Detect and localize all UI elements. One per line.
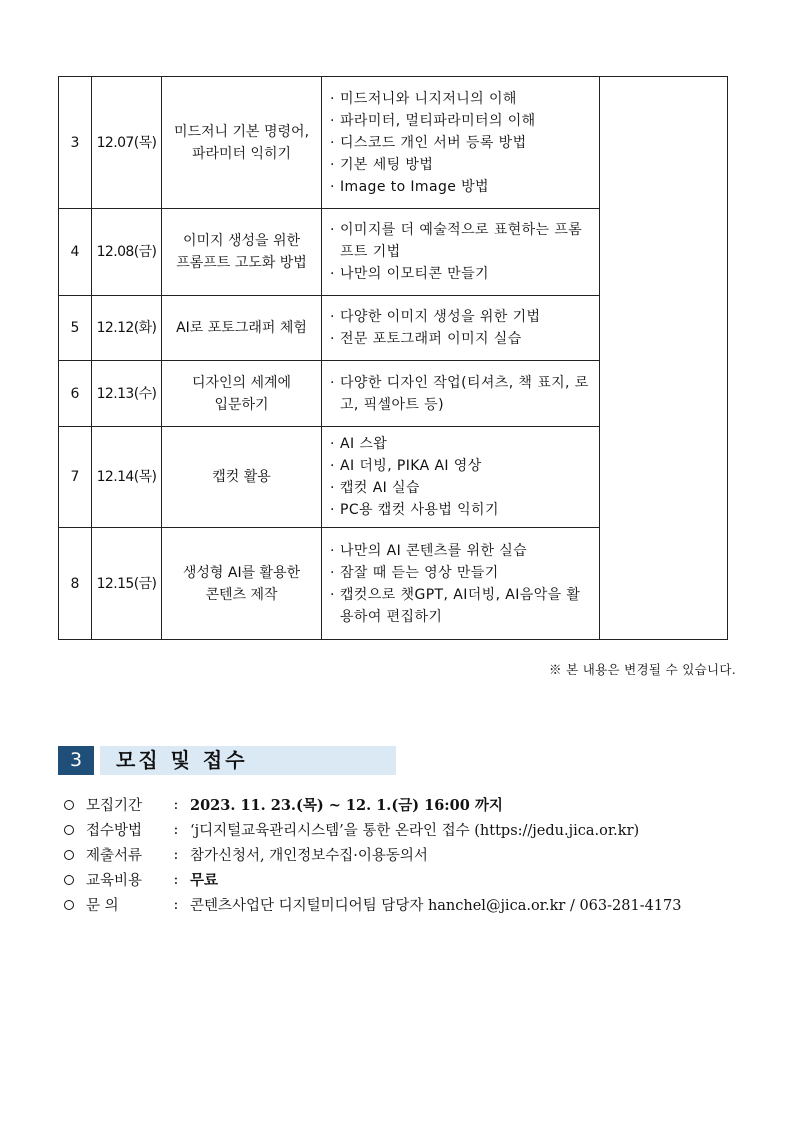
session-number: 5 xyxy=(59,296,92,361)
list-item xyxy=(64,817,754,842)
info-value: 콘텐츠사업단 디지털미디어팀 담당자 hanchel@jica.or.kr / 063-281-4173 xyxy=(190,898,682,914)
section-title: 모집 및 접수 xyxy=(116,748,248,772)
circle-bullet-icon xyxy=(64,800,74,810)
session-number: 3 xyxy=(59,77,92,209)
detail-item: · 캡컷 AI 실습 xyxy=(330,477,593,499)
schedule-table xyxy=(58,76,728,640)
info-value: 참가신청서, 개인정보수집·이용동의서 xyxy=(190,848,428,864)
session-date: 12.07(목) xyxy=(92,77,162,209)
session-title: 생성형 AI를 활용한 콘텐츠 제작 xyxy=(162,528,322,640)
session-title: AI로 포토그래퍼 체험 xyxy=(162,296,322,361)
section-header xyxy=(58,746,396,775)
session-date: 12.13(수) xyxy=(92,361,162,427)
recruitment-info-list xyxy=(64,792,754,917)
session-details xyxy=(322,296,600,361)
session-details xyxy=(322,427,600,528)
colon-separator: : xyxy=(173,821,179,838)
session-details xyxy=(322,361,600,427)
session-title: 이미지 생성을 위한 프롬프트 고도화 방법 xyxy=(162,209,322,296)
detail-item: · 나만의 이모티콘 만들기 xyxy=(330,263,593,285)
detail-item: · 다양한 디자인 작업(티셔츠, 책 표지, 로고, 픽셀아트 등) xyxy=(330,372,593,416)
info-value: 2023. 11. 23.(목) ~ 12. 1.(금) 16:00 까지 xyxy=(190,797,503,814)
detail-item: · 이미지를 더 예술적으로 표현하는 프롬프트 기법 xyxy=(330,219,593,263)
colon-separator: : xyxy=(173,871,179,888)
colon-separator: : xyxy=(173,896,179,913)
detail-item: · AI 스왑 xyxy=(330,433,593,455)
circle-bullet-icon xyxy=(64,850,74,860)
detail-item: · PC용 캡컷 사용법 익히기 xyxy=(330,499,593,521)
colon-separator: : xyxy=(173,796,179,813)
session-details xyxy=(322,77,600,209)
detail-item: · 다양한 이미지 생성을 위한 기법 xyxy=(330,306,593,328)
table-row xyxy=(59,77,728,209)
change-notice: ※ 본 내용은 변경될 수 있습니다. xyxy=(549,662,736,677)
session-title: 디자인의 세계에 입문하기 xyxy=(162,361,322,427)
session-number: 6 xyxy=(59,361,92,427)
detail-item: · 미드저니와 니지저니의 이해 xyxy=(330,88,593,110)
colon-separator: : xyxy=(173,846,179,863)
session-date: 12.15(금) xyxy=(92,528,162,640)
circle-bullet-icon xyxy=(64,875,74,885)
info-value: 무료 xyxy=(190,872,219,889)
detail-item: · 캡컷으로 챗GPT, AI더빙, AI음악을 활용하여 편집하기 xyxy=(330,584,593,628)
info-label: 문 의 xyxy=(86,898,119,914)
info-label: 제출서류 xyxy=(86,848,143,864)
detail-item: · Image to Image 방법 xyxy=(330,176,593,198)
list-item xyxy=(64,792,754,817)
detail-item: · 전문 포토그래퍼 이미지 실습 xyxy=(330,328,593,350)
session-number: 8 xyxy=(59,528,92,640)
session-number: 7 xyxy=(59,427,92,528)
list-item xyxy=(64,892,754,917)
session-date: 12.08(금) xyxy=(92,209,162,296)
detail-item: · 파라미터, 멀티파라미터의 이해 xyxy=(330,110,593,132)
info-label: 모집기간 xyxy=(86,798,143,814)
info-value: ‘j디지털교육관리시스템’을 통한 온라인 접수 (https://jedu.jica.or.kr) xyxy=(190,823,640,839)
section-number: 3 xyxy=(58,746,94,775)
empty-column xyxy=(600,77,728,640)
circle-bullet-icon xyxy=(64,900,74,910)
detail-item: · 디스코드 개인 서버 등록 방법 xyxy=(330,132,593,154)
session-title: 미드저니 기본 명령어, 파라미터 익히기 xyxy=(162,77,322,209)
list-item xyxy=(64,842,754,867)
session-date: 12.12(화) xyxy=(92,296,162,361)
session-details xyxy=(322,209,600,296)
info-label: 접수방법 xyxy=(86,823,143,839)
detail-item: · AI 더빙, PIKA AI 영상 xyxy=(330,455,593,477)
session-details xyxy=(322,528,600,640)
info-label: 교육비용 xyxy=(86,873,143,889)
session-title: 캡컷 활용 xyxy=(162,427,322,528)
section-title-bar xyxy=(100,746,396,775)
detail-item: · 나만의 AI 콘텐츠를 위한 실습 xyxy=(330,540,593,562)
list-item xyxy=(64,867,754,892)
circle-bullet-icon xyxy=(64,825,74,835)
detail-item: · 기본 세팅 방법 xyxy=(330,154,593,176)
session-date: 12.14(목) xyxy=(92,427,162,528)
detail-item: · 잠잘 때 듣는 영상 만들기 xyxy=(330,562,593,584)
session-number: 4 xyxy=(59,209,92,296)
